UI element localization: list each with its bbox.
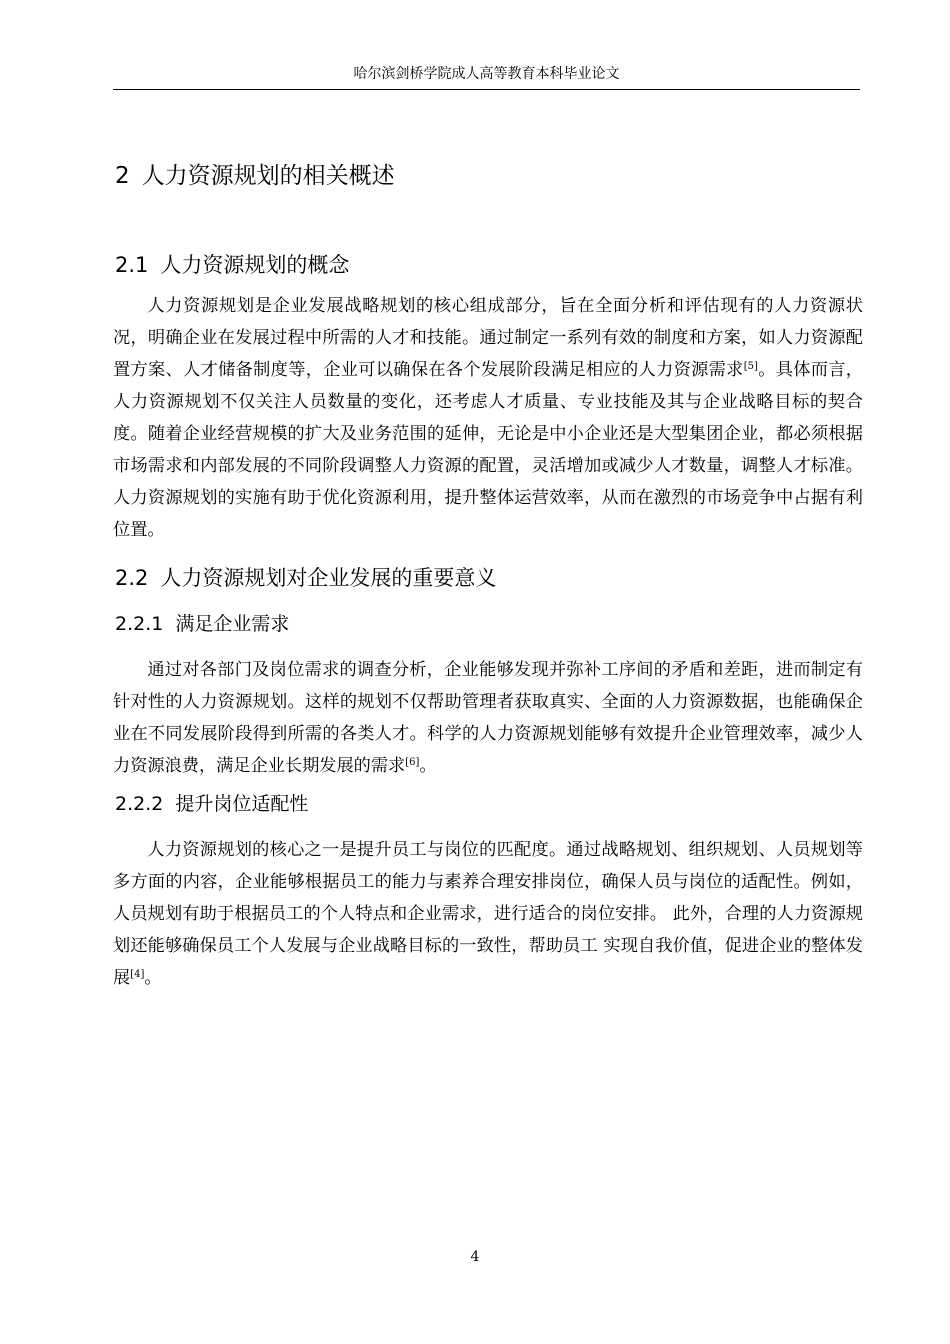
paragraph-text: 人力资源规划的核心之一是提升员工与岗位的匹配度。通过战略规划、组织规划、人员规划等多方面的内容，企业能够根据员工的能力与素养合理安排岗位，确保人员与岗位的适配性。例如，人员规划有助于根据员工的个人特点和企业需求，进行适合的岗位安排。 此外，合理的人力资源规划还能够确保员工个人发展与企业战略目标的一致性，帮助员工 实现自我价值，促进企业的整体发展 — [113, 840, 863, 988]
running-header: 哈尔滨剑桥学院成人高等教育本科毕业论文 — [353, 66, 620, 82]
citation-ref: [5] — [743, 361, 758, 372]
section-2-2-1-title: 满足企业需求 — [175, 613, 290, 635]
section-2-2-title: 人力资源规划对企业发展的重要意义 — [160, 566, 497, 590]
paragraph-text: 。 — [419, 756, 437, 776]
paragraph-text: 。 — [144, 968, 162, 988]
citation-ref: [6] — [405, 757, 420, 768]
section-2-2-1-paragraph — [113, 654, 863, 782]
paragraph-text: 通过对各部门及岗位需求的调查分析，企业能够发现并弥补工序间的矛盾和差距，进而制定有针对性的人力资源规划。这样的规划不仅帮助管理者获取真实、全面的人力资源数据，也能确保企业在不同发展阶段得到所需的各类人才。科学的人力资源规划能够有效提升企业管理效率，减少人力资源浪费，满足企业长期发展的需求 — [113, 660, 863, 776]
section-2-1-paragraph — [113, 290, 863, 546]
chapter-heading — [115, 160, 395, 192]
section-2-2-1-heading — [115, 610, 289, 638]
chapter-number: 2 — [115, 163, 130, 189]
page-number: 4 — [470, 1249, 480, 1265]
section-2-2-2-number: 2.2.2 — [115, 793, 164, 815]
section-2-2-2-heading — [115, 790, 308, 818]
section-2-2-2-title: 提升岗位适配性 — [175, 793, 309, 815]
section-2-2-number: 2.2 — [115, 566, 149, 590]
section-2-2-1-number: 2.2.1 — [115, 613, 164, 635]
citation-ref: [4] — [130, 969, 145, 980]
chapter-title: 人力资源规划的相关概述 — [141, 163, 395, 189]
header-rule — [113, 89, 860, 90]
section-2-1-heading — [115, 250, 349, 280]
section-2-1-title: 人力资源规划的概念 — [160, 253, 350, 277]
paragraph-text: 人力资源规划是企业发展战略规划的核心组成部分，旨在全面分析和评估现有的人力资源状况，明确企业在发展过程中所需的人才和技能。通过制定一系列有效的制度和方案，如人力资源配置方案、人才储备制度等，企业可以确保在各个发展阶段满足相应的人力资源需求 — [113, 296, 863, 380]
section-2-2-heading — [115, 563, 496, 593]
paragraph-text: 。具体而言，人力资源规划不仅关注人员数量的变化，还考虑人才质量、专业技能及其与企业战略目标的契合度。随着企业经营规模的扩大及业务范围的延伸，无论是中小企业还是大型集团企业，都必须根据市场需求和内部发展的不同阶段调整人力资源的配置，灵活增加或减少人才数量，调整人才标准。人力资源规划的实施有助于优化资源利用，提升整体运营效率，从而在激烈的市场竞争中占据有利位置。 — [113, 360, 863, 540]
section-2-1-number: 2.1 — [115, 253, 149, 277]
section-2-2-2-paragraph — [113, 834, 863, 994]
